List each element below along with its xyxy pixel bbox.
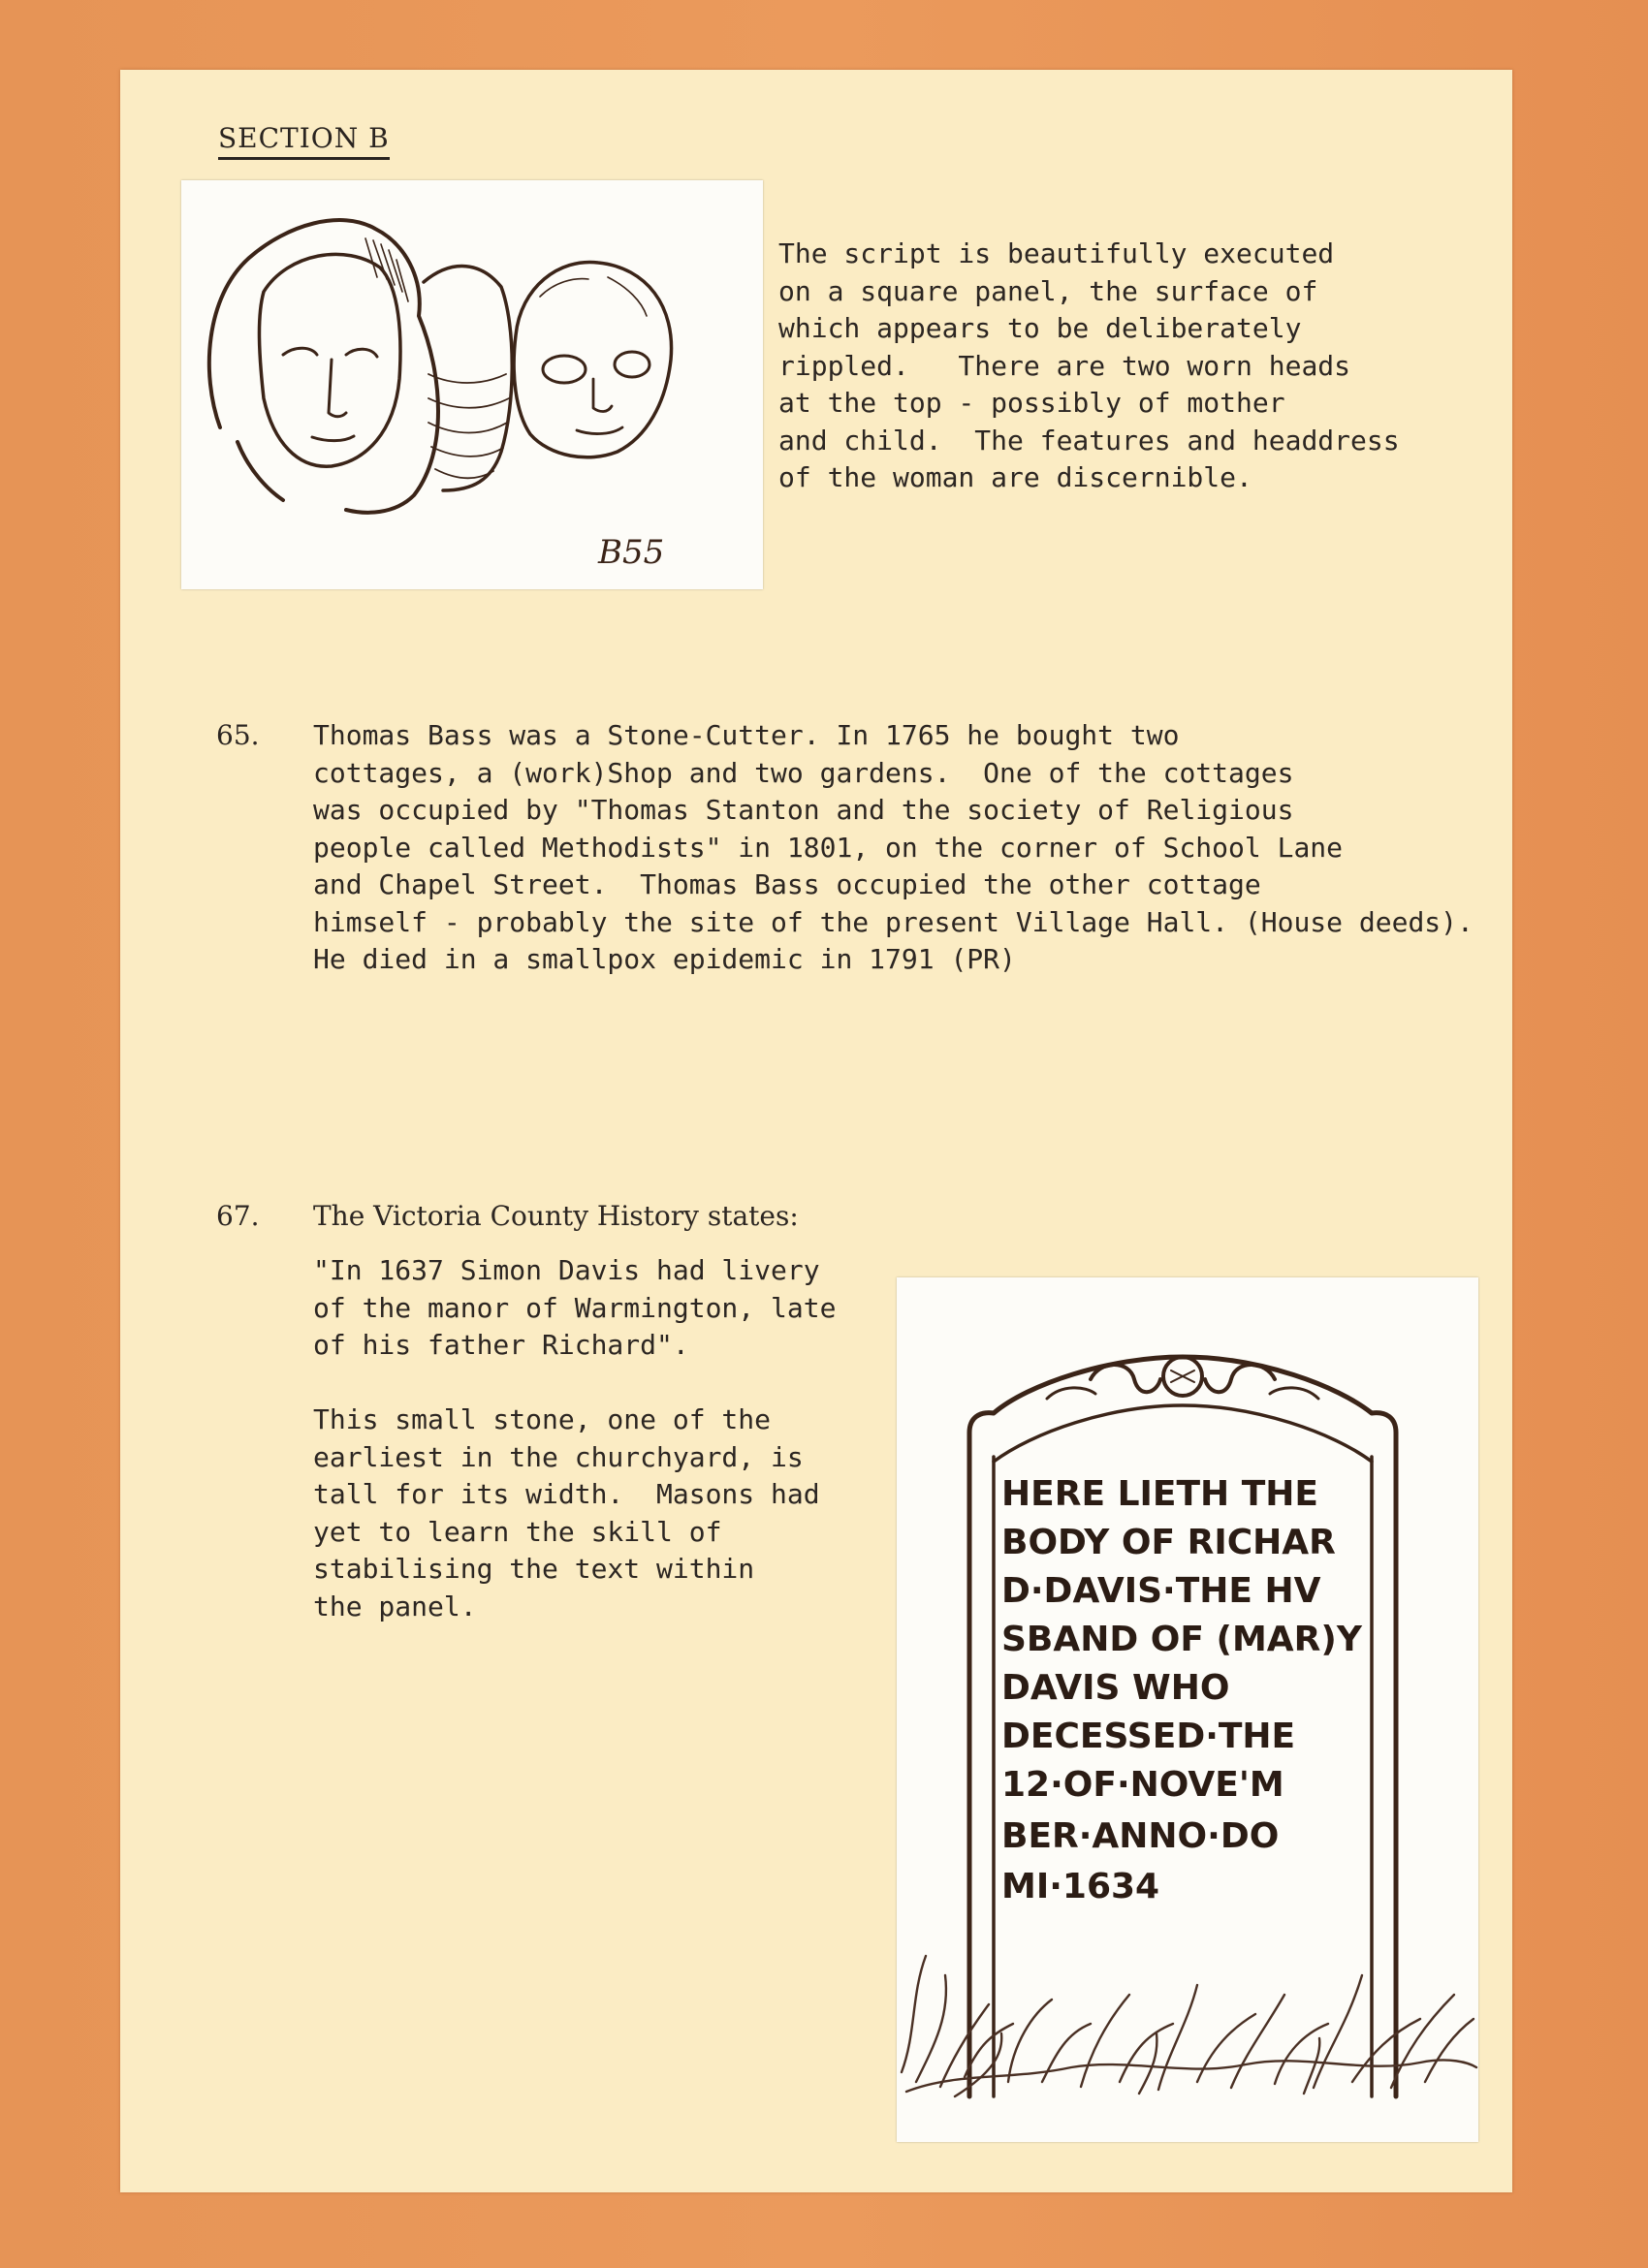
sketch-headstone bbox=[897, 1277, 1478, 2142]
item-65-line: was occupied by "Thomas Stanton and the society of Religious bbox=[313, 794, 1294, 826]
sketch-b55-heads bbox=[181, 180, 763, 589]
inscription-line: SBAND OF (MAR)Y bbox=[1001, 1620, 1362, 1659]
inscription-line: BODY OF RICHAR bbox=[1001, 1523, 1336, 1562]
inscription-line: DAVIS WHO bbox=[1001, 1668, 1230, 1708]
grass-strokes bbox=[902, 1956, 1476, 2096]
item-65-text bbox=[313, 717, 1474, 979]
item-67-quote bbox=[313, 1252, 836, 1365]
inscription-line: BER·ANNO·DO bbox=[1001, 1816, 1280, 1856]
b55-line: on a square panel, the surface of bbox=[778, 274, 1318, 307]
section-heading: SECTION B bbox=[218, 122, 390, 160]
item-65-line: and Chapel Street. Thomas Bass occupied the other cottage bbox=[313, 868, 1261, 900]
inscription-line: MI·1634 bbox=[1001, 1867, 1160, 1906]
b55-line: of the woman are discernible. bbox=[778, 461, 1252, 493]
note-line: yet to learn the skill of bbox=[313, 1515, 722, 1548]
inscription-line: 12·OF·NOVE'M bbox=[1001, 1765, 1284, 1805]
headstone-drawing bbox=[897, 1277, 1478, 2142]
item-number-65: 65. bbox=[216, 719, 260, 751]
quote-line: "In 1637 Simon Davis had livery bbox=[313, 1254, 820, 1286]
sketch-label-b55: B55 bbox=[598, 533, 665, 572]
b55-line: at the top - possibly of mother bbox=[778, 387, 1285, 419]
item-65-line: He died in a smallpox epidemic in 1791 (PR) bbox=[313, 943, 1016, 975]
note-line: tall for its width. Masons had bbox=[313, 1478, 820, 1510]
headstone-inscription bbox=[1001, 1474, 1363, 1906]
item-65-line: Thomas Bass was a Stone-Cutter. In 1765 he bought two bbox=[313, 719, 1180, 751]
inscription-line: DECESSED·THE bbox=[1001, 1717, 1296, 1756]
item-67-note bbox=[313, 1402, 820, 1625]
item-number-67: 67. bbox=[216, 1200, 260, 1232]
item-65-line: people called Methodists" in 1801, on the corner of School Lane bbox=[313, 831, 1344, 864]
inscription-line: D·DAVIS·THE HV bbox=[1001, 1571, 1321, 1611]
b55-line: rippled. There are two worn heads bbox=[778, 349, 1351, 382]
note-line: stabilising the text within bbox=[313, 1553, 755, 1585]
note-line: This small stone, one of the bbox=[313, 1403, 772, 1435]
b55-line: The script is beautifully executed bbox=[778, 237, 1335, 269]
inscription-line: HERE LIETH THE bbox=[1001, 1474, 1318, 1514]
b55-line: and child. The features and headdress bbox=[778, 424, 1400, 457]
note-line: the panel. bbox=[313, 1590, 477, 1622]
item-67-heading: The Victoria County History states: bbox=[313, 1200, 799, 1232]
heads-drawing bbox=[181, 180, 763, 589]
b55-description bbox=[778, 236, 1400, 497]
quote-line: of the manor of Warmington, late bbox=[313, 1291, 837, 1324]
item-65-line: himself - probably the site of the present Village Hall. (House deeds). bbox=[313, 905, 1474, 938]
item-65-line: cottages, a (work)Shop and two gardens. One of the cottages bbox=[313, 756, 1294, 789]
note-line: earliest in the churchyard, is bbox=[313, 1440, 804, 1473]
quote-line: of his father Richard". bbox=[313, 1329, 689, 1361]
b55-line: which appears to be deliberately bbox=[778, 312, 1302, 344]
